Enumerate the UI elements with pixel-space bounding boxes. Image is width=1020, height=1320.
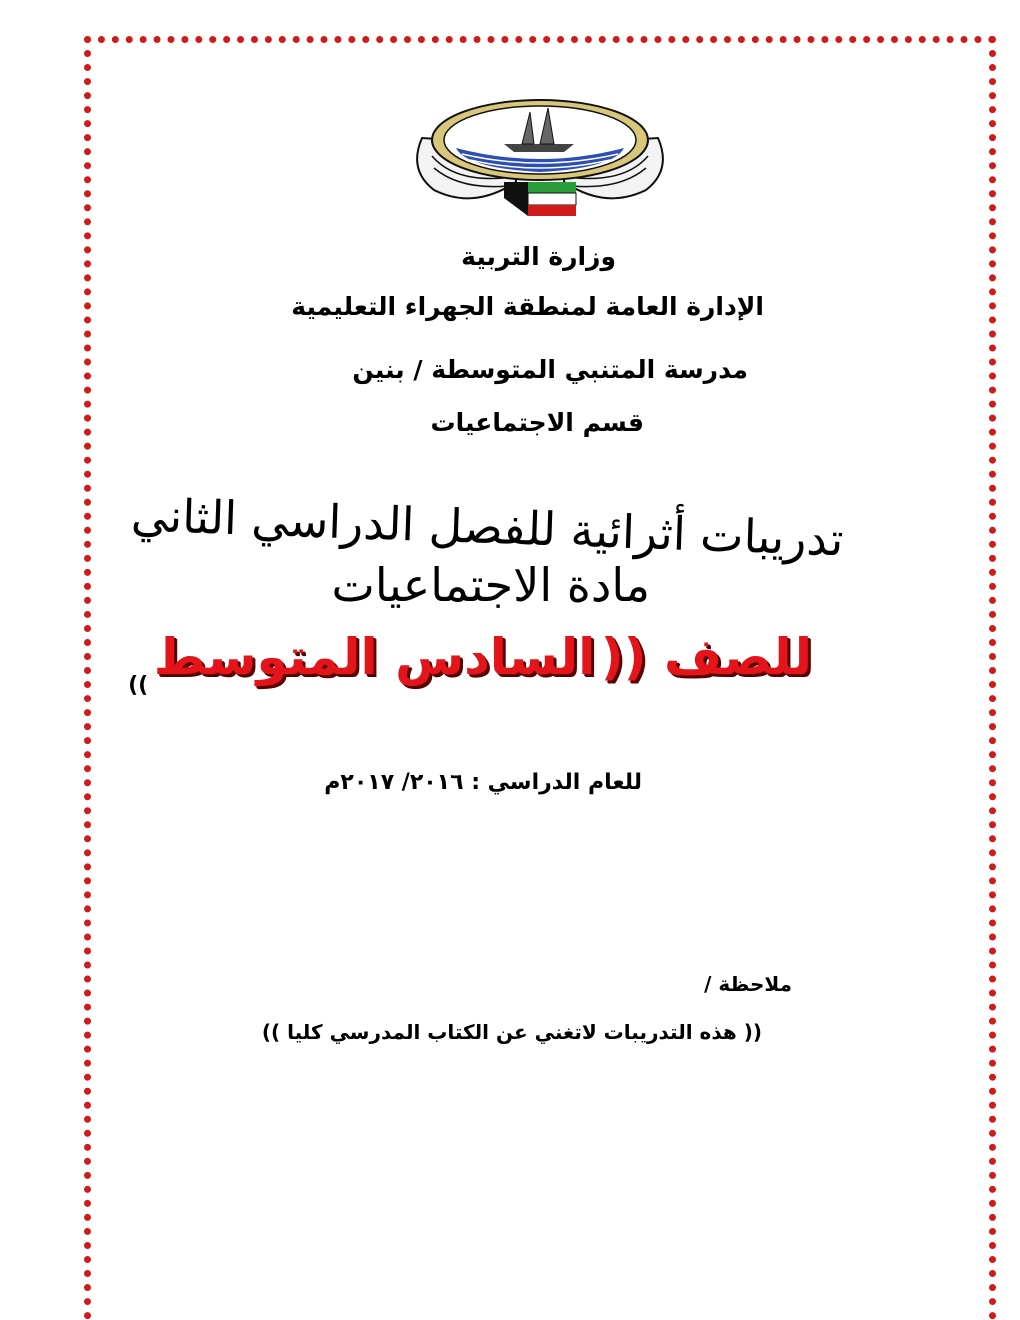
directorate-name: الإدارة العامة لمنطقة الجهراء التعليمية [291, 292, 764, 321]
note-label: ملاحظة / [704, 972, 792, 996]
document-title: تدريبات أثرائية للفصل الدراسي الثاني [130, 487, 845, 567]
note-text: (( هذه التدريبات لاتغني عن الكتاب المدرسي كليا )) [261, 1020, 762, 1044]
school-name: مدرسة المتنبي المتوسطة / بنين [352, 355, 748, 384]
ministry-name: وزارة التربية [461, 242, 616, 271]
department-name: قسم الاجتماعيات [430, 408, 644, 437]
kuwait-emblem-logo [404, 98, 676, 218]
academic-year [324, 770, 642, 795]
grade-prefix: للصف (( [600, 628, 812, 686]
grade-line [128, 628, 812, 698]
grade-suffix: )) [128, 673, 149, 698]
subject-title: مادة الاجتماعيات [331, 558, 650, 612]
academic-year-value: ٢٠١٦/ ٢٠١٧م [324, 770, 464, 795]
grade-name: السادس المتوسط [153, 628, 596, 686]
academic-year-label: للعام الدراسي : [471, 770, 642, 795]
